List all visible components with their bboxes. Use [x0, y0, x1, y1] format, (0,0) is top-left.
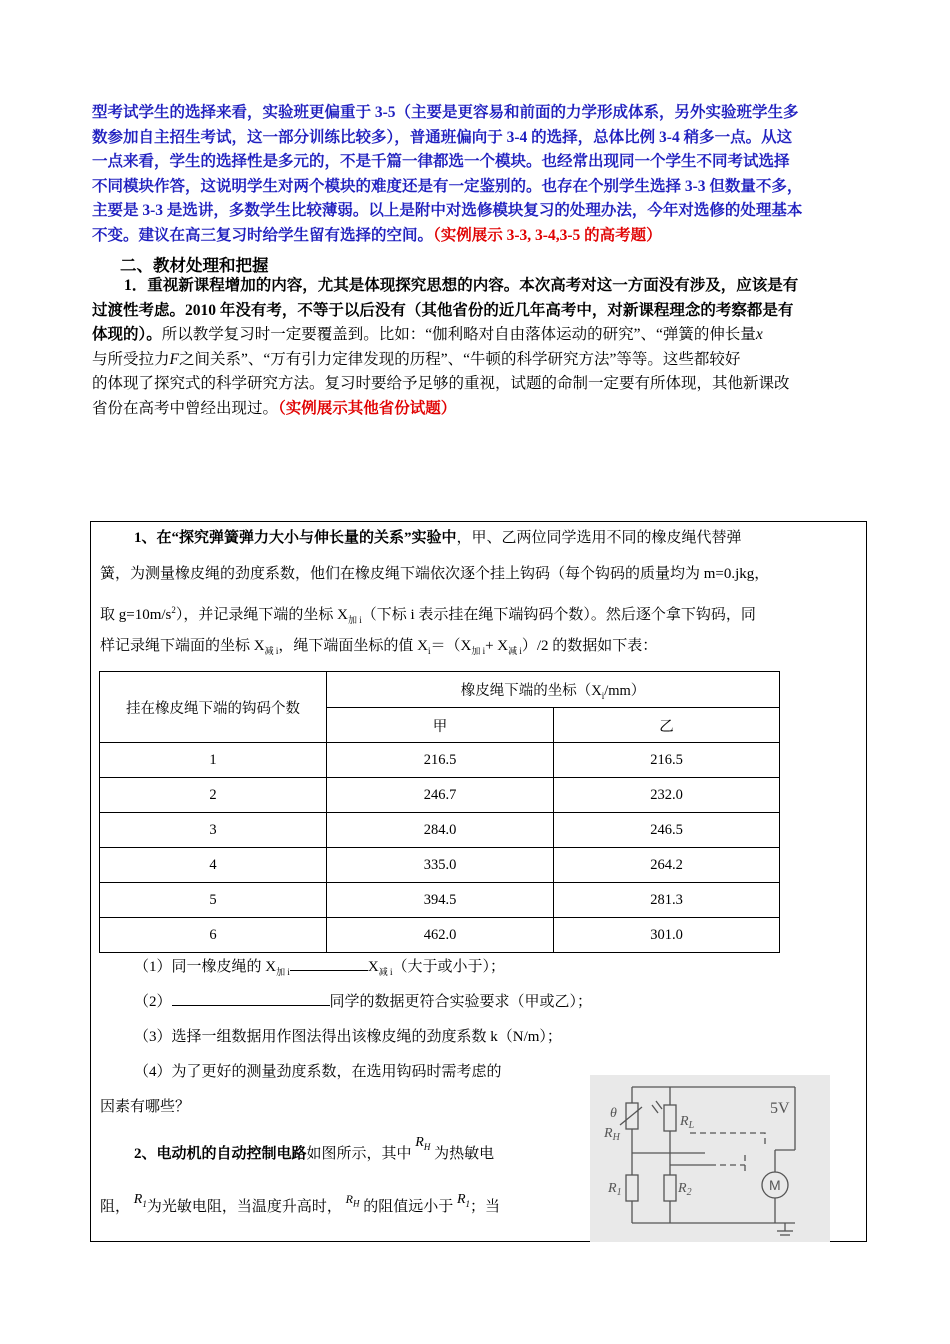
motor-label: M	[769, 1177, 781, 1193]
q2-RHsub-2: H	[352, 1198, 360, 1209]
q1-l4a: 样记录绳下端面的坐标 X	[100, 638, 265, 654]
sec2-line-4a: 与所受拉力	[92, 350, 170, 368]
var-x: x	[755, 326, 763, 343]
q1-line-1	[100, 521, 858, 556]
sec2-line-1: 1．重视新课程增加的内容，尤其是体现探究思想的内容。本次高考对这一方面没有涉及，应该是有	[124, 277, 799, 294]
cell-jia: 216.5	[327, 743, 554, 778]
table-head-count: 挂在橡皮绳下端的钩码个数	[100, 672, 327, 743]
q2-var-R1	[134, 1192, 147, 1207]
q2-t4: 为光敏电阻，当温度升高时，	[146, 1199, 342, 1215]
q1-sub-2	[134, 985, 834, 1020]
label-RH	[603, 1126, 621, 1143]
table-head-coord	[327, 672, 780, 708]
intro-line-6-text: 不变。建议在高三复习时给学生留有选择的空间。	[92, 226, 434, 244]
intro-line-2: 数参加自主招生考试，这一部分训练比较多），普通班偏向于 3-4 的选择，总体比例 3-4 稍多一点。从这	[92, 128, 793, 146]
q1-sub-4-cont: 因素有哪些？	[100, 1099, 191, 1115]
q1-l3sup: 2	[171, 605, 176, 615]
q2-RH-2: R	[345, 1192, 353, 1206]
q2-var-RH	[415, 1135, 430, 1150]
table-row	[100, 813, 780, 848]
intro-line-4: 不同模块作答，这说明学生对两个模块的难度还是有一定鉴别的。也存在个别学生选择 3-3 但数量不多，	[92, 177, 803, 195]
intro-line-6	[92, 224, 860, 249]
q2-line-1	[134, 1137, 584, 1177]
label-RH-sub: H	[612, 1132, 620, 1143]
sec2-line-4b: 之间关系”、“万有引力定律发现的历程”、“牛顿的科学研究方法”等等。这些都较好	[178, 350, 741, 368]
q1-l4c: ＝（X	[430, 638, 472, 654]
table-col-jia: 甲	[327, 708, 554, 743]
q1-s2a: （2）	[134, 994, 172, 1010]
cell-jia: 246.7	[327, 778, 554, 813]
q1-line-4	[100, 629, 858, 669]
intro-line-5: 主要是 3-3 是选讲，多数学生比较薄弱。以上是附中对选修模块复习的处理办法，今年对选修的处理基本	[92, 202, 803, 219]
label-R2	[677, 1181, 692, 1198]
sec2-line-3	[92, 323, 860, 348]
cell-yi: 301.0	[554, 918, 780, 953]
q1-s1b: X	[367, 959, 379, 975]
table-col-yi: 乙	[554, 708, 780, 743]
cell-yi: 246.5	[554, 813, 780, 848]
sec2-line-6-text: 省份在高考中曾经出现过。	[92, 399, 279, 417]
label-R1-main: R	[608, 1181, 617, 1196]
cell-count: 5	[100, 883, 327, 918]
label-R1-sub: 1	[616, 1187, 622, 1198]
cell-jia: 394.5	[327, 883, 554, 918]
label-RL-main: R	[680, 1114, 689, 1129]
cell-jia: 462.0	[327, 918, 554, 953]
cell-yi: 281.3	[554, 883, 780, 918]
answer-blank-1[interactable]	[290, 952, 368, 971]
label-R2-sub: 2	[686, 1187, 692, 1198]
q1-sub-3: （3）选择一组数据用作图法得出该橡皮绳的劲度系数 k（N/m）；	[134, 1029, 562, 1045]
q2-t2: 为热敏电	[434, 1146, 495, 1162]
q2-line-2	[100, 1190, 590, 1230]
q2-R1: R	[133, 1192, 143, 1207]
q2-R1-2: R	[456, 1192, 466, 1207]
table-row	[100, 883, 780, 918]
q1-l4sub3: 加 i	[471, 646, 486, 656]
q1-l4sub1: 减 i	[264, 646, 279, 656]
cell-yi: 232.0	[554, 778, 780, 813]
q2-var-R1-2	[457, 1192, 470, 1207]
sec2-line-5: 的体现了探究式的科学研究方法。复习时要给予足够的重视，试题的命制一定要有所体现，其他新课改	[92, 375, 790, 392]
label-RH-main: R	[604, 1126, 613, 1141]
cell-yi: 216.5	[554, 743, 780, 778]
label-R1	[607, 1181, 622, 1198]
q1-line-1-rest: ，甲、乙两位同学选用不同的橡皮绳代替弹	[456, 530, 742, 546]
table-row	[100, 743, 780, 778]
q1-l3sub: 加 i	[347, 615, 362, 625]
q1-sub-1	[134, 950, 834, 990]
cell-count: 3	[100, 813, 327, 848]
section-heading: 二、教材处理和把握	[120, 256, 269, 275]
q1-s1sub1: 加 i	[276, 967, 290, 977]
q1-l3a: 取 g=10m/s	[100, 607, 172, 623]
cell-jia: 284.0	[327, 813, 554, 848]
q1-s1sub2: 减 i	[378, 967, 393, 977]
table-head-coord-b: /mm）	[604, 682, 646, 699]
q2-t5: 的阻值远小于	[363, 1199, 454, 1215]
table-row	[100, 848, 780, 883]
table-head-coord-sub: i	[601, 690, 605, 701]
q1-line-2: 簧，为测量橡皮绳的劲度系数，他们在橡皮绳下端依次逐个挂上钩码（每个钩码的质量均为 m=0.jkg，	[100, 566, 770, 582]
q1-l4e: ）/2 的数据如下表：	[521, 638, 658, 654]
q1-l3b: ），并记录绳下端的坐标 X	[175, 607, 348, 623]
circuit-svg	[590, 1075, 830, 1242]
sec2-line-6	[92, 397, 860, 422]
circuit-theta: θ	[610, 1106, 617, 1121]
cell-count: 6	[100, 918, 327, 953]
circuit-diagram	[590, 1075, 830, 1242]
q1-l4b: ，绳下端面坐标的值 X	[278, 638, 428, 654]
sec2-line-3-normal: 所以教学复习时一定要覆盖到。比如：“伽利略对自由落体运动的研究”、“弹簧的伸长量	[161, 326, 756, 343]
q2-t1: 如图所示，其中	[306, 1146, 412, 1162]
sec2-line-3-bold: 体现的）。	[92, 326, 162, 343]
table-row	[100, 918, 780, 953]
circuit-voltage: 5V	[770, 1100, 790, 1117]
intro-line-1: 型考试学生的选择来看，实验班更偏重于 3-5（主要是更容易和前面的力学形成体系，另外实验班学生多	[92, 104, 799, 121]
cell-jia: 335.0	[327, 848, 554, 883]
answer-blank-2[interactable]	[172, 987, 330, 1006]
q2-RHsub: H	[423, 1141, 431, 1152]
q2-t3: 阻，	[100, 1199, 131, 1215]
data-table	[99, 671, 780, 953]
var-F: F	[169, 350, 179, 368]
cell-yi: 264.2	[554, 848, 780, 883]
q1-s1a: （1）同一橡皮绳的 X	[134, 959, 277, 975]
intro-example-note: （实例展示 3-3, 3-4,3-5 的高考题）	[433, 226, 662, 244]
sec2-line-2: 过渡性考虑。2010 年没有考，不等于以后没有（其他省份的近几年高考中，对新课程理念的考察都是有	[92, 301, 794, 319]
table-head-coord-a: 橡皮绳下端的坐标（X	[460, 682, 602, 699]
sec2-line-4	[92, 348, 860, 373]
q1-l4sub4: 减 i	[508, 646, 522, 656]
intro-line-3: 一点来看，学生的选择性是多元的，不是千篇一律都选一个模块。也经常出现同一个学生不同考试选择	[92, 153, 790, 170]
q2-t6: ；当	[470, 1199, 501, 1215]
q2-R1sub: 1	[142, 1198, 147, 1209]
q1-s2b: 同学的数据更符合实验要求（甲或乙）；	[329, 994, 593, 1010]
q1-s1c: （大于或小于）；	[392, 959, 505, 975]
q1-l3c: （下标 i 表示挂在绳下端钩码个数）。然后逐个拿下钩码，同	[361, 607, 756, 623]
q1-sub-4: （4）为了更好的测量劲度系数，在选用钩码时需考虑的	[134, 1064, 502, 1080]
label-RL	[679, 1114, 695, 1131]
cell-count: 2	[100, 778, 327, 813]
cell-count: 1	[100, 743, 327, 778]
q1-title: 1、在“探究弹簧弹力大小与伸长量的关系”实验中	[134, 530, 457, 546]
label-R2-main: R	[678, 1181, 687, 1196]
label-RL-sub: L	[688, 1120, 695, 1131]
sec2-example-note: （实例展示其他省份试题）	[278, 399, 457, 417]
q2-var-RH-2	[345, 1192, 360, 1209]
q1-l4sub2: i	[427, 646, 431, 656]
q1-l4d: + X	[485, 638, 509, 654]
q2-RH: R	[415, 1135, 424, 1150]
q2-title: 2、电动机的自动控制电路	[134, 1146, 307, 1162]
table-row	[100, 778, 780, 813]
cell-count: 4	[100, 848, 327, 883]
q2-R1sub-2: 1	[465, 1198, 471, 1209]
